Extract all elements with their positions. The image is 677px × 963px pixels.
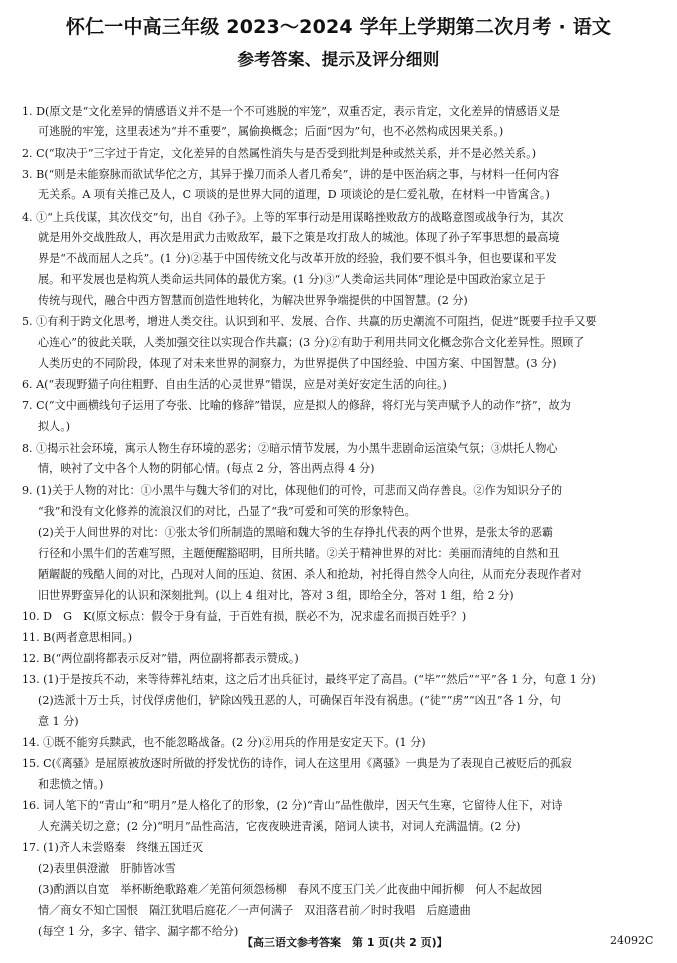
answer-line: 4. ①“上兵伐谋，其次伐交”句，出自《孙子》。上等的军事行动是用谋略挫败敌方的战略意图或战争行为，其次 bbox=[22, 211, 564, 224]
answer-line: 界是“不战而屈人之兵”。(1 分)②基于中国传统文化与改革开放的经验，我们要不惧斗争，但也要谋和平发 bbox=[38, 252, 557, 265]
answer-line: 16. 词人笔下的“青山”和“明月”是人格化了的形象，(2 分)“青山”品性傲岸，因天气生寒，它留待人住下，对诗 bbox=[22, 799, 563, 812]
answer-line: 无关系。A 项有关推己及人，C 项谈的是世界大同的道理，D 项谈论的是仁爱礼敬，在材料一中皆寓含。) bbox=[38, 188, 550, 201]
answer-line: 5. ①有利于跨文化思考，增进人类交往。认识到和平、发展、合作、共赢的历史潮流不可阻挡，促进“既要手拉手又要 bbox=[22, 315, 597, 328]
page-title: 怀仁一中高三年级 2023～2024 学年上学期第二次月考 · 语文 bbox=[65, 16, 612, 38]
answer-line: 传统与现代，融合中西方智慧而创造性地转化，为解决世界争端提供的中国智慧。(2 分) bbox=[38, 294, 468, 307]
answer-line: (3)酌酒以自宽 举杯断绝歌路难／羌笛何须怨杨柳 春风不度玉门关／此夜曲中闻折柳 何人不起故园 bbox=[38, 883, 542, 896]
answer-line: (2)关于人间世界的对比：①张太爷们所制造的黑暗和魏大爷的生存挣扎代表的两个世界，是张太爷的恶霸 bbox=[38, 526, 553, 539]
answer-line: 就是用外交战胜敌人，再次是用武力击败敌军，最下之策是攻打敌人的城池。体现了孙子军事思想的最高境 bbox=[38, 231, 560, 244]
answer-line: (2)表里俱澄澈 肝肺皆冰雪 bbox=[38, 862, 176, 875]
answer-line: 12. B(“两位副将都表示反对”错，两位副将都表示赞成。) bbox=[22, 652, 299, 665]
answer-line: (2)选派十万士兵，讨伐俘虏他们，铲除凶残丑恶的人，可确保百年没有祸患。(“徒”“虏”“凶丑”各 1 分，句 bbox=[38, 694, 562, 707]
answer-line: 行径和小黑牛们的苦难写照，主题便醒豁昭明，目所共睹。②关于精神世界的对比：美丽而清纯的自然和丑 bbox=[38, 547, 560, 560]
answer-line: 可逃脱的牢笼，这里表述为“并不重要”，属偷换概念；后面“因为”句，也不必然构成因果关系。) bbox=[38, 125, 504, 138]
answer-line: 13. (1)于是按兵不动，来等待葬礼结束，这之后才出兵征讨，最终平定了高昌。(“毕”“然后”“平”各 1 分，句意 1 分) bbox=[22, 673, 596, 686]
page-subtitle: 参考答案、提示及评分细则 bbox=[237, 50, 440, 69]
answer-line: 意 1 分) bbox=[38, 715, 79, 728]
answer-line: 10. D G K(原文标点：假令于身有益，于百姓有损，朕必不为，况求虚名而损百姓乎？) bbox=[22, 610, 467, 623]
answer-line: 11. B(两者意思相同。) bbox=[22, 631, 133, 644]
answer-line: 情，映衬了文中各个人物的阴郁心情。(每点 2 分，答出两点得 4 分) bbox=[38, 462, 375, 475]
answer-line: 8. ①揭示社会环境，寓示人物生存环境的恶劣；②暗示情节发展，为小黑牛悲剧命运渲染气氛；③烘托人物心 bbox=[22, 442, 558, 455]
answer-line: 7. C(“文中画横线句子运用了夸张、比喻的修辞”错误，应是拟人的修辞，将灯光与笑声赋予人的动作“挤”，故为 bbox=[22, 399, 571, 412]
doc-code: 24092C bbox=[610, 934, 654, 947]
answer-line: 和悲愤之情。) bbox=[38, 778, 104, 791]
answer-line: 陋龌龊的残酷人间的对比，凸现对人间的压迫、贫困、杀人和抢劫，衬托得自然令人向往，从而充分表现作者对 bbox=[38, 568, 582, 581]
answer-line: 3. B(“则是未能察脉而欲试华佗之方，其异于操刀而杀人者几希矣”，讲的是中医治病之事，与材料一任何内容 bbox=[22, 168, 560, 181]
answer-line: 2. C(“取决于”三字过于肯定，文化差异的自然属性消失与是否受到批判是种或然关系，并不是必然关系。) bbox=[22, 147, 537, 160]
answer-line: “我”和没有文化修养的流浪汉们的对比，凸显了“我”可爱和可笑的形象特色。 bbox=[38, 505, 416, 518]
answer-line: 14. ①既不能穷兵黩武，也不能忽略战备。(2 分)②用兵的作用是安定天下。(1 分) bbox=[22, 736, 426, 749]
page-label: 【高三语文参考答案 第 1 页(共 2 页)】 bbox=[242, 936, 448, 949]
answer-line: 展。和平发展也是构筑人类命运共同体的最优方案。(1 分)③“人类命运共同体”理论是中国政治家立足于 bbox=[38, 273, 546, 286]
answer-line: 1. D(原文是“文化差异的情感语义并不是一个不可逃脱的牢笼”，双重否定，表示肯定，文化差异的情感语义是 bbox=[22, 105, 560, 118]
answer-line: 人充满关切之意；(2 分)“明月”品性高洁，它夜夜映进青溪，陪词人读书，对词人充满温情。(2 分) bbox=[38, 820, 521, 833]
answer-line: 拟人。) bbox=[38, 420, 71, 433]
answer-line: 情／商女不知亡国恨 隔江犹唱后庭花／一声何满子 双泪落君前／时时我唱 后庭遗曲 bbox=[38, 904, 471, 917]
answer-line: 旧世界野蛮异化的认识和深刻批判。(以上 4 组对比，答对 3 组，即给全分，答对 1 组，给 2 分) bbox=[38, 589, 514, 602]
answer-line: 心连心”的彼此关联，人类加强交往以实现合作共赢；(3 分)②有助于利用共同文化概念弥合文化差异性。照顾了 bbox=[38, 336, 585, 349]
answer-line: 6. A(“表现野猫子向往粗野、自由生活的心灵世界”错误，应是对美好安定生活的向往。) bbox=[22, 378, 447, 391]
answer-line: 人类历史的不同阶段，体现了对未来世界的洞察力，为世界提供了中国经验、中国方案、中国智慧。(3 分) bbox=[38, 357, 557, 370]
answer-line: 9. (1)关于人物的对比：①小黑牛与魏大爷们的对比，体现他们的可怜，可悲而又尚存善良。②作为知识分子的 bbox=[22, 484, 563, 497]
answer-line: (每空 1 分，多字、错字、漏字都不给分) bbox=[38, 925, 239, 938]
answer-line: 15. C(《离骚》是屈原被放逐时所做的抒发忧伤的诗作，词人在这里用《离骚》一典是为了表现自己被贬后的孤寂 bbox=[22, 757, 572, 770]
answer-line: 17. (1)齐人未尝赂秦 终继五国迁灭 bbox=[22, 841, 204, 854]
